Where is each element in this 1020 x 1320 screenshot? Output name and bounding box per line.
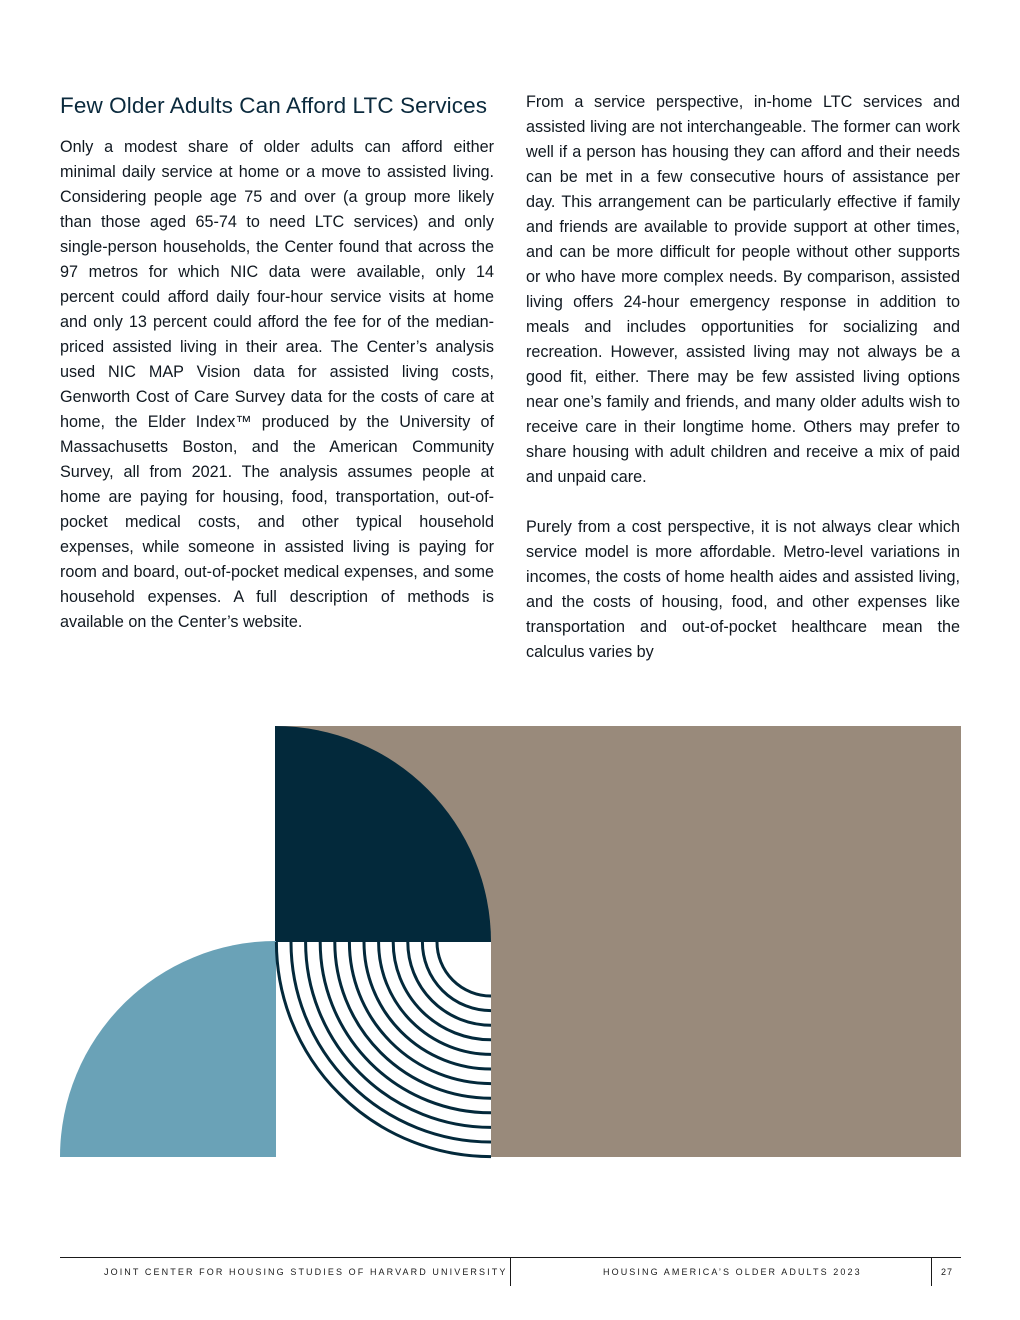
right-paragraph-1: From a service perspective, in-home LTC services and assisted living are not interchangeable. The former can work well if a person has housing they can afford and their needs can be met in a few consecutive hours of assistance per day. This arrangement can be particularly effective if family and friends are available to provide support at other times, and can be more difficult for people without other supports or who have more complex needs. By comparison, assisted living offers 24-hour emergency response in addition to meals and includes opportunities for socializing and recreation. However, assisted living may not always be a good fit, either. There may be few assisted living options near one’s family and friends, and many older adults wish to receive care in their longtime home. Others may prefer to share housing with adult children and receive a mix of paid and unpaid care.	[526, 93, 960, 486]
decorative-graphic	[59, 725, 962, 1159]
left-paragraph: Only a modest share of older adults can afford either minimal daily service at home or a move to assisted living. Considering people age 75 and over (a group more likely than those aged 65-74 to need LTC services) and only single-person households, the Center found that across the 97 metros for which NIC data were available, only 14 percent could afford daily four-hour service visits at home and only 13 percent could afford the fee for of the median-priced assisted living in their area. The Center’s analysis used NIC MAP Vision data for assisted living costs, Genworth Cost of Care Survey data for the costs of care at home, the Elder Index™ produced by the University of Massachusetts Boston, and the American Community Survey, all from 2021. The analysis assumes people at home are paying for housing, food, transportation, out-of-pocket medical costs, and other typical household expenses, while someone in assisted living is paying for room and board, out-of-pocket medical expenses, and some household expenses. A full description of methods is available on the Center’s website.	[60, 138, 494, 631]
footer-divider	[931, 1258, 932, 1286]
footer-org-name: JOINT CENTER FOR HOUSING STUDIES OF HARVARD UNIVERSITY	[104, 1267, 508, 1277]
page-number: 27	[941, 1267, 954, 1277]
section-heading: Few Older Adults Can Afford LTC Services	[60, 93, 488, 118]
right-paragraph-2: Purely from a cost perspective, it is not always clear which service model is more affordable. Metro-level variations in incomes, the costs of home health aides and assisted living, and the costs of housing, food, and other expenses like transportation and out-of-pocket healthcare mean the calculus varies by	[526, 518, 960, 661]
footer-report-title: HOUSING AMERICA’S OLDER ADULTS 2023	[603, 1267, 862, 1277]
footer-divider	[510, 1258, 511, 1286]
right-column	[526, 90, 960, 665]
blue-quarter-circle	[60, 941, 276, 1157]
left-column	[60, 90, 494, 635]
